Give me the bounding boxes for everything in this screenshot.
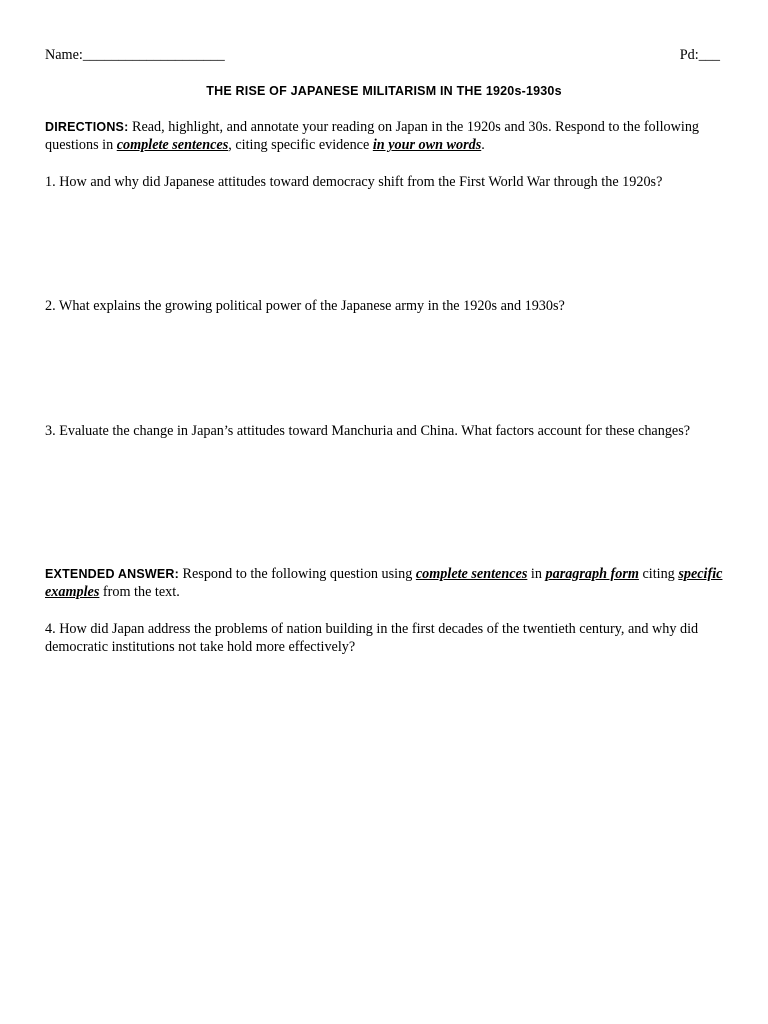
extended-text-1: Respond to the following question using (179, 566, 416, 582)
directions-text-3: . (481, 137, 485, 153)
name-field-label: Name:____________________ (45, 47, 225, 63)
worksheet-title: THE RISE OF JAPANESE MILITARISM IN THE 1920s-1930s (206, 84, 562, 98)
extended-answer-paragraph (45, 565, 725, 601)
question-1: 1. How and why did Japanese attitudes toward democracy shift from the First World War through the 1920s? (45, 174, 663, 190)
question-2: 2. What explains the growing political power of the Japanese army in the 1920s and 1930s? (45, 298, 565, 314)
extended-text-3: citing (638, 566, 679, 582)
period-field-label: Pd:___ (679, 47, 720, 63)
directions-emphasis-1: complete sentences (116, 137, 229, 153)
directions-paragraph (45, 118, 725, 154)
extended-text-2: in (527, 566, 546, 582)
directions-emphasis-2: in your own words (372, 137, 482, 153)
directions-text-2: , citing specific evidence (228, 137, 373, 153)
directions-text-1: Read, highlight, and annotate your reading on Japan in the 1920s and 30s. Respond to the following questions in (45, 119, 700, 153)
extended-emphasis-3: specific examples (45, 566, 723, 600)
question-3: 3. Evaluate the change in Japan’s attitudes toward Manchuria and China. What factors account for these changes? (45, 423, 691, 439)
directions-lead: DIRECTIONS: (45, 120, 129, 134)
extended-answer-lead: EXTENDED ANSWER: (45, 567, 179, 581)
extended-emphasis-1: complete sentences (415, 566, 528, 582)
extended-emphasis-2: paragraph form (545, 566, 639, 582)
extended-text-4: from the text. (99, 584, 180, 600)
question-4: 4. How did Japan address the problems of nation building in the first decades of the twentieth century, and why did democratic institutions not take hold more effectively? (45, 621, 699, 655)
